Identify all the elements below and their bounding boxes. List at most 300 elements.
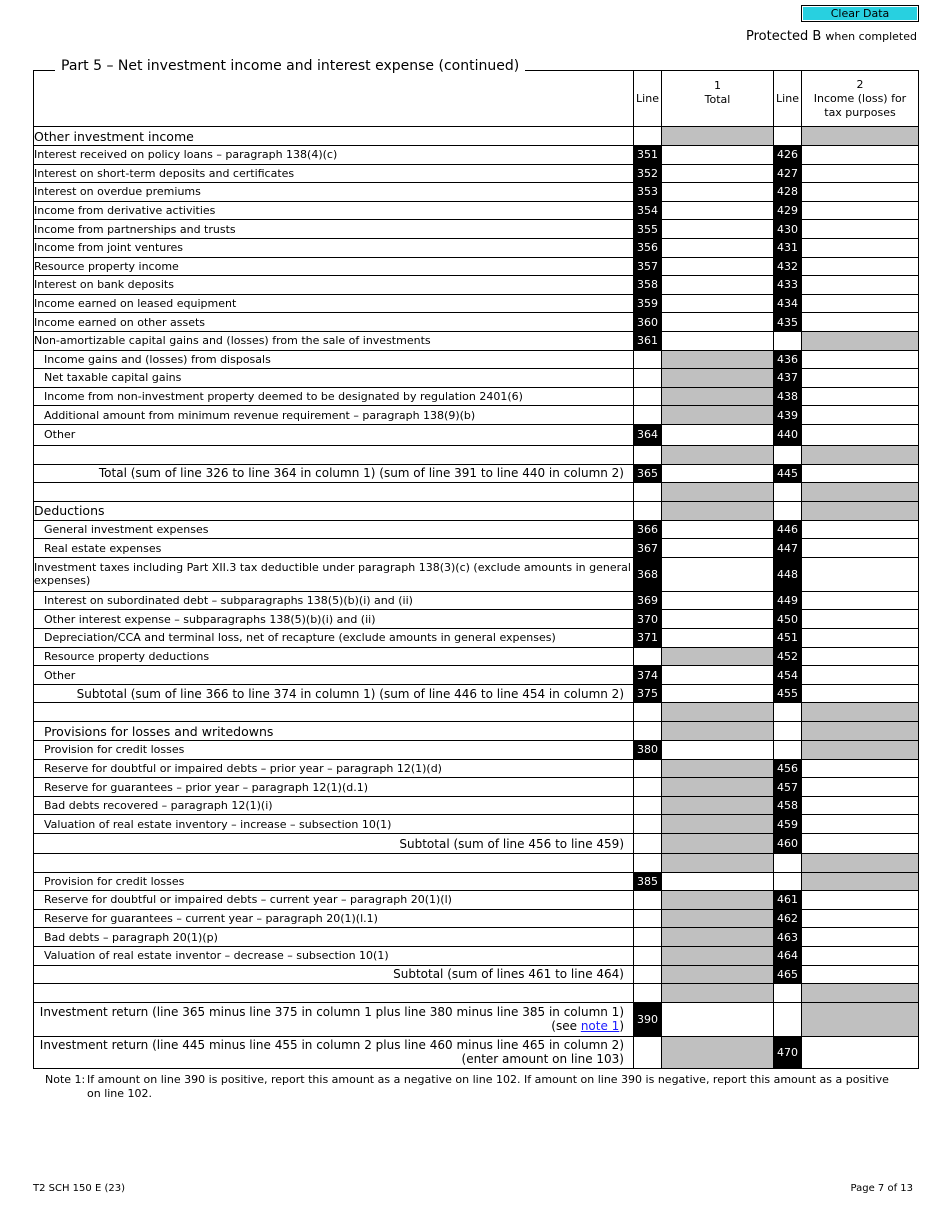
col1-shaded-cell bbox=[662, 703, 774, 722]
col1-shaded-cell bbox=[662, 647, 774, 666]
col2-shaded-cell bbox=[802, 501, 919, 520]
line-number-badge: 438 bbox=[774, 387, 802, 406]
col2-amount-input[interactable] bbox=[802, 684, 919, 703]
col1-shaded-cell bbox=[662, 778, 774, 797]
table-row bbox=[34, 483, 919, 502]
table-row bbox=[34, 369, 919, 388]
line-number-badge: 436 bbox=[774, 350, 802, 369]
col2-shaded-cell bbox=[802, 483, 919, 502]
col1-amount-input[interactable] bbox=[662, 1002, 774, 1036]
line-number-badge: 449 bbox=[774, 591, 802, 610]
row-description: Interest on overdue premiums bbox=[34, 183, 634, 202]
col2-amount-input[interactable] bbox=[802, 406, 919, 425]
col2-amount-input[interactable] bbox=[802, 610, 919, 629]
table-row bbox=[34, 146, 919, 165]
line-number-empty bbox=[634, 445, 662, 464]
table-row bbox=[34, 387, 919, 406]
row-description: Income from derivative activities bbox=[34, 201, 634, 220]
row-description bbox=[34, 703, 634, 722]
row-description bbox=[34, 445, 634, 464]
col1-amount-input[interactable] bbox=[662, 684, 774, 703]
row-description: Interest received on policy loans – paragraph 138(4)(c) bbox=[34, 146, 634, 165]
line-number-badge: 470 bbox=[774, 1036, 802, 1068]
line-number-empty bbox=[634, 647, 662, 666]
table-row bbox=[34, 331, 919, 350]
line-number-badge: 359 bbox=[634, 294, 662, 313]
line-number-badge: 461 bbox=[774, 891, 802, 910]
line-number-badge: 464 bbox=[774, 946, 802, 965]
col2-amount-input[interactable] bbox=[802, 520, 919, 539]
line-number-empty bbox=[634, 834, 662, 854]
col1-shaded-cell bbox=[662, 1036, 774, 1068]
line-number-empty bbox=[634, 350, 662, 369]
col1-shaded-cell bbox=[662, 501, 774, 520]
line-number-empty bbox=[634, 369, 662, 388]
row-description: Non-amortizable capital gains and (losses) from the sale of investments bbox=[34, 331, 634, 350]
line-number-badge: 428 bbox=[774, 183, 802, 202]
row-description: Other bbox=[34, 666, 634, 685]
col1-shaded-cell bbox=[662, 759, 774, 778]
clear-data-button[interactable]: Clear Data bbox=[801, 5, 919, 22]
line-number-empty bbox=[634, 387, 662, 406]
row-description: Reserve for doubtful or impaired debts – current year – paragraph 20(1)(l) bbox=[34, 891, 634, 910]
line-number-badge: 447 bbox=[774, 539, 802, 558]
col1-shaded-cell bbox=[662, 406, 774, 425]
col1-shaded-cell bbox=[662, 891, 774, 910]
line-number-badge: 380 bbox=[634, 741, 662, 760]
col2-amount-input[interactable] bbox=[802, 220, 919, 239]
row-description: Provisions for losses and writedowns bbox=[34, 722, 634, 741]
line-number-badge: 430 bbox=[774, 220, 802, 239]
row-description: Income earned on leased equipment bbox=[34, 294, 634, 313]
line-number-badge: 446 bbox=[774, 520, 802, 539]
col2-amount-input[interactable] bbox=[802, 387, 919, 406]
col2-amount-input[interactable] bbox=[802, 464, 919, 483]
line-number-badge: 385 bbox=[634, 872, 662, 891]
col2-amount-input[interactable] bbox=[802, 796, 919, 815]
table-row bbox=[34, 796, 919, 815]
row-description: Investment return (line 365 minus line 375 in column 1 plus line 380 minus line 385 in column 1) (see note 1) bbox=[34, 1002, 634, 1036]
line-number-badge: 369 bbox=[634, 591, 662, 610]
table-row bbox=[34, 647, 919, 666]
table-row bbox=[34, 854, 919, 873]
line-number-badge: 429 bbox=[774, 201, 802, 220]
col2-amount-input[interactable] bbox=[802, 909, 919, 928]
line-number-badge: 355 bbox=[634, 220, 662, 239]
table-row bbox=[34, 539, 919, 558]
protected-b-label bbox=[746, 29, 917, 44]
header-line-col1: Line bbox=[634, 71, 662, 127]
line-number-badge: 458 bbox=[774, 796, 802, 815]
col1-shaded-cell bbox=[662, 834, 774, 854]
header-col1: 1 Total bbox=[662, 71, 774, 127]
col1-amount-input[interactable] bbox=[662, 539, 774, 558]
table-row bbox=[34, 445, 919, 464]
col2-amount-input[interactable] bbox=[802, 629, 919, 648]
row-description bbox=[34, 854, 634, 873]
row-description: General investment expenses bbox=[34, 520, 634, 539]
col2-amount-input[interactable] bbox=[802, 778, 919, 797]
line-number-empty bbox=[634, 984, 662, 1003]
col1-amount-input[interactable] bbox=[662, 276, 774, 295]
table-row bbox=[34, 610, 919, 629]
line-number-empty bbox=[634, 406, 662, 425]
line-number-empty bbox=[634, 796, 662, 815]
col2-amount-input[interactable] bbox=[802, 164, 919, 183]
line-number-badge: 352 bbox=[634, 164, 662, 183]
line-number-empty bbox=[774, 984, 802, 1003]
line-number-badge: 433 bbox=[774, 276, 802, 295]
line-number-badge: 366 bbox=[634, 520, 662, 539]
table-row bbox=[34, 424, 919, 445]
col1-shaded-cell bbox=[662, 854, 774, 873]
table-row bbox=[34, 350, 919, 369]
row-description: Valuation of real estate inventor – decrease – subsection 10(1) bbox=[34, 946, 634, 965]
table-row bbox=[34, 464, 919, 483]
col1-amount-input[interactable] bbox=[662, 257, 774, 276]
table-row bbox=[34, 928, 919, 947]
col1-shaded-cell bbox=[662, 722, 774, 741]
table-row bbox=[34, 741, 919, 760]
header-row bbox=[34, 71, 919, 127]
col2-amount-input[interactable] bbox=[802, 557, 919, 591]
line-number-badge: 440 bbox=[774, 424, 802, 445]
col2-amount-input[interactable] bbox=[802, 539, 919, 558]
line-number-empty bbox=[774, 331, 802, 350]
col1-amount-input[interactable] bbox=[662, 666, 774, 685]
row-description: Bad debts recovered – paragraph 12(1)(i) bbox=[34, 796, 634, 815]
line-number-badge: 427 bbox=[774, 164, 802, 183]
col2-amount-input[interactable] bbox=[802, 834, 919, 854]
part5-table bbox=[33, 70, 919, 1069]
col1-amount-input[interactable] bbox=[662, 424, 774, 445]
col1-amount-input[interactable] bbox=[662, 741, 774, 760]
header-line-col2: Line bbox=[774, 71, 802, 127]
line-number-badge: 435 bbox=[774, 313, 802, 332]
table-row bbox=[34, 1002, 919, 1036]
row-description: Resource property deductions bbox=[34, 647, 634, 666]
row-description: Provision for credit losses bbox=[34, 741, 634, 760]
table-row bbox=[34, 965, 919, 984]
line-number-badge: 432 bbox=[774, 257, 802, 276]
line-number-empty bbox=[634, 854, 662, 873]
col1-amount-input[interactable] bbox=[662, 238, 774, 257]
row-description: Investment taxes including Part XII.3 tax deductible under paragraph 138(3)(c) (exclude amounts in general expenses) bbox=[34, 557, 634, 591]
col1-shaded-cell bbox=[662, 928, 774, 947]
line-number-badge: 370 bbox=[634, 610, 662, 629]
col2-amount-input[interactable] bbox=[802, 591, 919, 610]
note-text: If amount on line 390 is positive, report this amount as a negative on line 102. If amount on line 390 is negative, report this amount as a positive on line 102. bbox=[87, 1073, 889, 1100]
row-description: Income from partnerships and trusts bbox=[34, 220, 634, 239]
row-description: Other investment income bbox=[34, 127, 634, 146]
table-row bbox=[34, 220, 919, 239]
line-number-badge: 390 bbox=[634, 1002, 662, 1036]
col1-shaded-cell bbox=[662, 387, 774, 406]
col2-amount-input[interactable] bbox=[802, 647, 919, 666]
col2-amount-input[interactable] bbox=[802, 294, 919, 313]
col2-amount-input[interactable] bbox=[802, 146, 919, 165]
col1-shaded-cell bbox=[662, 483, 774, 502]
note-1-link[interactable]: note 1 bbox=[580, 1019, 620, 1034]
line-number-badge: 448 bbox=[774, 557, 802, 591]
table-row bbox=[34, 501, 919, 520]
line-number-empty bbox=[634, 778, 662, 797]
table-row bbox=[34, 1036, 919, 1068]
form-id: T2 SCH 150 E (23) bbox=[33, 1183, 125, 1194]
line-number-empty bbox=[634, 703, 662, 722]
table-row bbox=[34, 201, 919, 220]
col2-shaded-cell bbox=[802, 703, 919, 722]
col2-amount-input[interactable] bbox=[802, 369, 919, 388]
col1-amount-input[interactable] bbox=[662, 164, 774, 183]
col2-amount-input[interactable] bbox=[802, 666, 919, 685]
col2-amount-input[interactable] bbox=[802, 815, 919, 834]
line-number-badge: 455 bbox=[774, 684, 802, 703]
col2-amount-input[interactable] bbox=[802, 946, 919, 965]
table-row bbox=[34, 666, 919, 685]
row-description: Income from non-investment property deemed to be designated by regulation 2401(6) bbox=[34, 387, 634, 406]
col2-shaded-cell bbox=[802, 445, 919, 464]
line-number-badge: 364 bbox=[634, 424, 662, 445]
line-number-empty bbox=[774, 445, 802, 464]
line-number-badge: 354 bbox=[634, 201, 662, 220]
line-number-badge: 454 bbox=[774, 666, 802, 685]
table-row bbox=[34, 759, 919, 778]
col2-shaded-cell bbox=[802, 984, 919, 1003]
line-number-empty bbox=[634, 928, 662, 947]
col1-amount-input[interactable] bbox=[662, 294, 774, 313]
col2-shaded-cell bbox=[802, 741, 919, 760]
line-number-empty bbox=[774, 1002, 802, 1036]
table-row bbox=[34, 891, 919, 910]
line-number-empty bbox=[774, 127, 802, 146]
table-row bbox=[34, 946, 919, 965]
line-number-badge: 463 bbox=[774, 928, 802, 947]
row-description: Provision for credit losses bbox=[34, 872, 634, 891]
col2-amount-input[interactable] bbox=[802, 313, 919, 332]
line-number-badge: 360 bbox=[634, 313, 662, 332]
row-description: Interest on subordinated debt – subparagraphs 138(5)(b)(i) and (ii) bbox=[34, 591, 634, 610]
line-number-badge: 365 bbox=[634, 464, 662, 483]
line-number-badge: 356 bbox=[634, 238, 662, 257]
line-number-empty bbox=[774, 483, 802, 502]
protected-suffix: when completed bbox=[825, 30, 917, 43]
col1-amount-input[interactable] bbox=[662, 872, 774, 891]
line-number-badge: 361 bbox=[634, 331, 662, 350]
col1-amount-input[interactable] bbox=[662, 313, 774, 332]
col1-shaded-cell bbox=[662, 445, 774, 464]
line-number-empty bbox=[774, 722, 802, 741]
row-description bbox=[34, 984, 634, 1003]
table-row bbox=[34, 520, 919, 539]
col2-amount-input[interactable] bbox=[802, 201, 919, 220]
line-number-badge: 457 bbox=[774, 778, 802, 797]
col1-amount-input[interactable] bbox=[662, 520, 774, 539]
line-number-badge: 357 bbox=[634, 257, 662, 276]
col2-amount-input[interactable] bbox=[802, 965, 919, 984]
line-number-empty bbox=[774, 501, 802, 520]
row-description: Total (sum of line 326 to line 364 in column 1) (sum of line 391 to line 440 in column 2) bbox=[34, 464, 634, 483]
line-number-badge: 462 bbox=[774, 909, 802, 928]
col1-shaded-cell bbox=[662, 984, 774, 1003]
col1-shaded-cell bbox=[662, 350, 774, 369]
header-desc-cell bbox=[34, 71, 634, 127]
line-number-badge: 452 bbox=[774, 647, 802, 666]
col2-amount-input[interactable] bbox=[802, 891, 919, 910]
line-number-badge: 351 bbox=[634, 146, 662, 165]
col1-shaded-cell bbox=[662, 909, 774, 928]
row-description: Bad debts – paragraph 20(1)(p) bbox=[34, 928, 634, 947]
line-number-badge: 375 bbox=[634, 684, 662, 703]
line-number-badge: 460 bbox=[774, 834, 802, 854]
table-row bbox=[34, 238, 919, 257]
row-description: Subtotal (sum of lines 461 to line 464) bbox=[34, 965, 634, 984]
col1-shaded-cell bbox=[662, 815, 774, 834]
table-row bbox=[34, 294, 919, 313]
line-number-badge: 353 bbox=[634, 183, 662, 202]
row-description: Deductions bbox=[34, 501, 634, 520]
row-description bbox=[34, 483, 634, 502]
row-description: Valuation of real estate inventory – increase – subsection 10(1) bbox=[34, 815, 634, 834]
table-row bbox=[34, 127, 919, 146]
col2-amount-input[interactable] bbox=[802, 928, 919, 947]
line-number-empty bbox=[634, 127, 662, 146]
line-number-empty bbox=[634, 501, 662, 520]
line-number-empty bbox=[774, 703, 802, 722]
col2-amount-input[interactable] bbox=[802, 1036, 919, 1068]
row-description: Other interest expense – subparagraphs 138(5)(b)(i) and (ii) bbox=[34, 610, 634, 629]
row-description: Income earned on other assets bbox=[34, 313, 634, 332]
row-description: Resource property income bbox=[34, 257, 634, 276]
col2-amount-input[interactable] bbox=[802, 424, 919, 445]
col2-amount-input[interactable] bbox=[802, 183, 919, 202]
col1-amount-input[interactable] bbox=[662, 331, 774, 350]
row-description: Subtotal (sum of line 366 to line 374 in column 1) (sum of line 446 to line 454 in column 2) bbox=[34, 684, 634, 703]
col1-shaded-cell bbox=[662, 127, 774, 146]
col1-amount-input[interactable] bbox=[662, 557, 774, 591]
table-row bbox=[34, 778, 919, 797]
row-description: Interest on bank deposits bbox=[34, 276, 634, 295]
col1-amount-input[interactable] bbox=[662, 220, 774, 239]
col2-amount-input[interactable] bbox=[802, 257, 919, 276]
col2-amount-input[interactable] bbox=[802, 350, 919, 369]
table-row bbox=[34, 257, 919, 276]
table-row bbox=[34, 984, 919, 1003]
col2-shaded-cell bbox=[802, 127, 919, 146]
header-col2: 2 Income (loss) for tax purposes bbox=[802, 71, 919, 127]
col2-amount-input[interactable] bbox=[802, 276, 919, 295]
line-number-badge: 465 bbox=[774, 965, 802, 984]
line-number-empty bbox=[634, 1036, 662, 1068]
col2-amount-input[interactable] bbox=[802, 238, 919, 257]
table-row bbox=[34, 872, 919, 891]
line-number-badge: 456 bbox=[774, 759, 802, 778]
row-description: Reserve for guarantees – prior year – paragraph 12(1)(d.1) bbox=[34, 778, 634, 797]
line-number-empty bbox=[634, 891, 662, 910]
table-row bbox=[34, 313, 919, 332]
table-row bbox=[34, 591, 919, 610]
col1-amount-input[interactable] bbox=[662, 183, 774, 202]
line-number-badge: 450 bbox=[774, 610, 802, 629]
row-description: Net taxable capital gains bbox=[34, 369, 634, 388]
line-number-badge: 431 bbox=[774, 238, 802, 257]
row-description: Depreciation/CCA and terminal loss, net of recapture (exclude amounts in general expenses) bbox=[34, 629, 634, 648]
col2-shaded-cell bbox=[802, 331, 919, 350]
line-number-badge: 451 bbox=[774, 629, 802, 648]
part-title: Part 5 – Net investment income and interest expense (continued) bbox=[55, 58, 525, 74]
col1-amount-input[interactable] bbox=[662, 610, 774, 629]
col1-shaded-cell bbox=[662, 965, 774, 984]
line-number-badge: 368 bbox=[634, 557, 662, 591]
col2-shaded-cell bbox=[802, 722, 919, 741]
col1-amount-input[interactable] bbox=[662, 146, 774, 165]
line-number-badge: 445 bbox=[774, 464, 802, 483]
line-number-empty bbox=[634, 759, 662, 778]
col2-shaded-cell bbox=[802, 1002, 919, 1036]
row-description: Income from joint ventures bbox=[34, 238, 634, 257]
line-number-badge: 371 bbox=[634, 629, 662, 648]
table-row bbox=[34, 909, 919, 928]
row-description: Reserve for guarantees – current year – paragraph 20(1)(l.1) bbox=[34, 909, 634, 928]
row-description: Interest on short-term deposits and certificates bbox=[34, 164, 634, 183]
line-number-badge: 374 bbox=[634, 666, 662, 685]
table-row bbox=[34, 557, 919, 591]
table-row bbox=[34, 684, 919, 703]
row-description: Other bbox=[34, 424, 634, 445]
row-description: Additional amount from minimum revenue requirement – paragraph 138(9)(b) bbox=[34, 406, 634, 425]
col1-amount-input[interactable] bbox=[662, 629, 774, 648]
table-row bbox=[34, 276, 919, 295]
line-number-badge: 459 bbox=[774, 815, 802, 834]
row-description: Income gains and (losses) from disposals bbox=[34, 350, 634, 369]
col2-shaded-cell bbox=[802, 872, 919, 891]
col2-amount-input[interactable] bbox=[802, 759, 919, 778]
line-number-empty bbox=[634, 722, 662, 741]
col1-amount-input[interactable] bbox=[662, 591, 774, 610]
table-row bbox=[34, 815, 919, 834]
page-number: Page 7 of 13 bbox=[850, 1183, 913, 1194]
col1-amount-input[interactable] bbox=[662, 201, 774, 220]
line-number-empty bbox=[774, 872, 802, 891]
line-number-badge: 426 bbox=[774, 146, 802, 165]
col2-shaded-cell bbox=[802, 854, 919, 873]
note-label: Note 1: bbox=[45, 1073, 86, 1086]
row-description: Subtotal (sum of line 456 to line 459) bbox=[34, 834, 634, 854]
line-number-empty bbox=[634, 815, 662, 834]
table-row bbox=[34, 834, 919, 854]
line-number-empty bbox=[774, 741, 802, 760]
line-number-empty bbox=[634, 965, 662, 984]
table-row bbox=[34, 164, 919, 183]
table-row bbox=[34, 722, 919, 741]
col1-shaded-cell bbox=[662, 946, 774, 965]
row-description: Reserve for doubtful or impaired debts – prior year – paragraph 12(1)(d) bbox=[34, 759, 634, 778]
line-number-badge: 358 bbox=[634, 276, 662, 295]
line-number-empty bbox=[774, 854, 802, 873]
table-row bbox=[34, 183, 919, 202]
line-number-badge: 434 bbox=[774, 294, 802, 313]
line-number-empty bbox=[634, 483, 662, 502]
col1-shaded-cell bbox=[662, 796, 774, 815]
table-row bbox=[34, 703, 919, 722]
row-description: Real estate expenses bbox=[34, 539, 634, 558]
col1-amount-input[interactable] bbox=[662, 464, 774, 483]
line-number-empty bbox=[634, 909, 662, 928]
col1-shaded-cell bbox=[662, 369, 774, 388]
table-row bbox=[34, 629, 919, 648]
protected-text: Protected B bbox=[746, 29, 822, 44]
table-row bbox=[34, 406, 919, 425]
